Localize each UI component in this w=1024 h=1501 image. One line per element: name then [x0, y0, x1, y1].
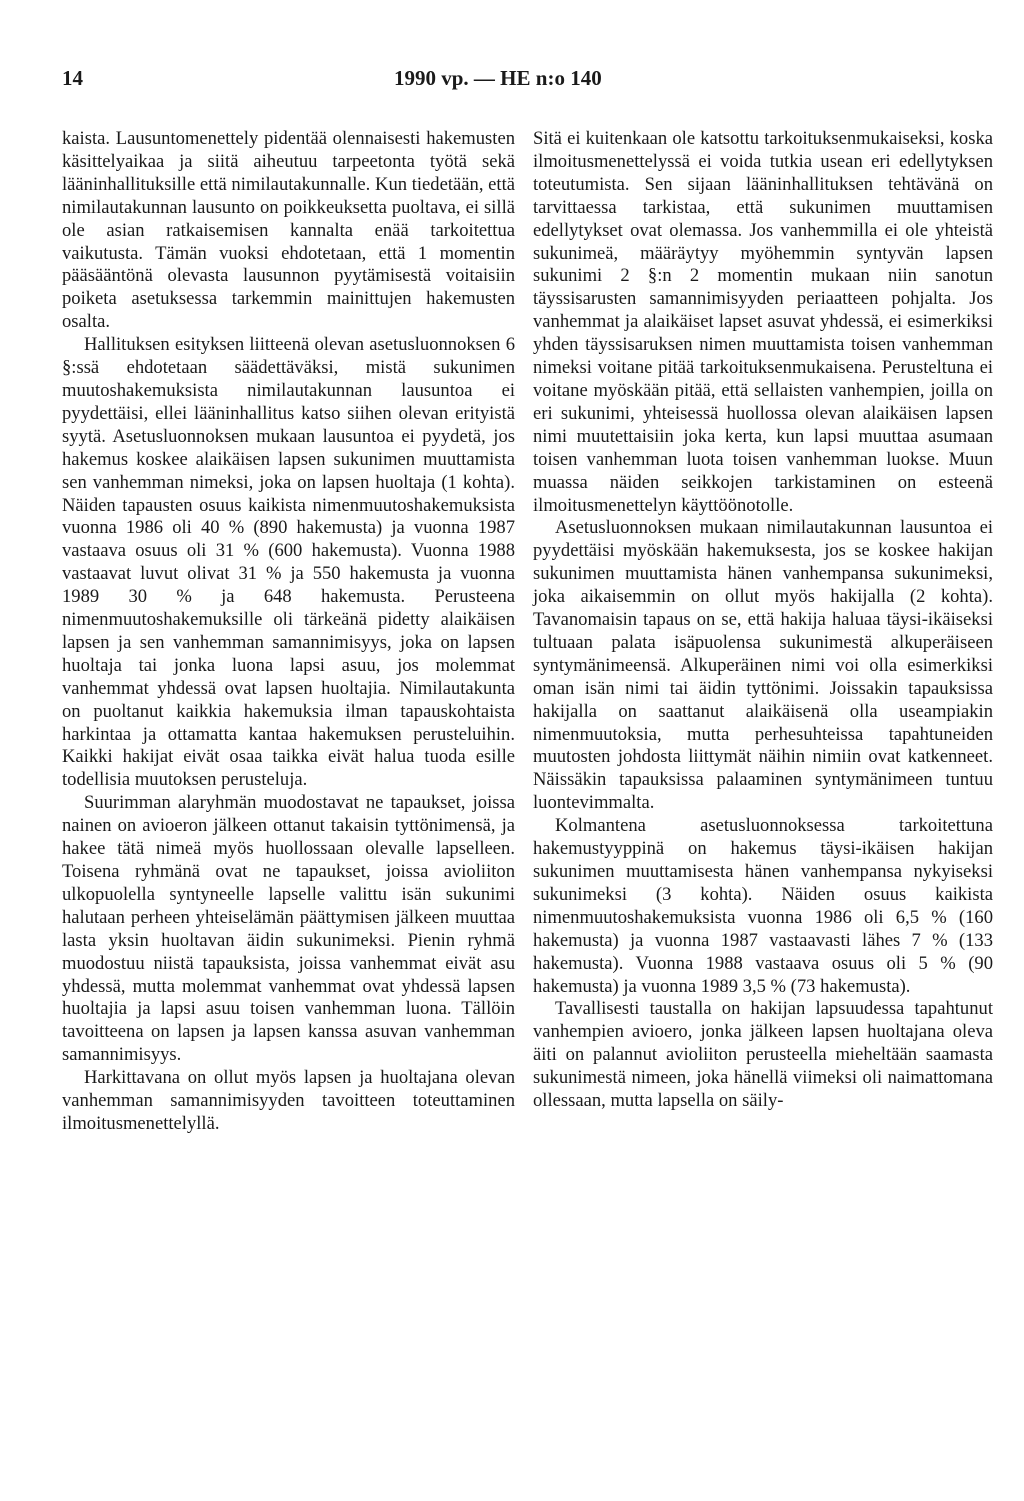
- paragraph: Asetusluonnoksen mukaan nimilautakunnan lausuntoa ei pyydettäisi myöskään hakemuksesta, jos se koskee hakijan sukunimen muuttamista hänen vanhempansa sukunimeksi, joka aikaisemmin on ollut myös hakijalla (2 kohta). Tavanomaisin tapaus on se, että hakija haluaa täysi-ikäiseksi tultuaan palata isäpuolensa sukunimestä alkuperäiseen syntymänimeensä. Alkuperäinen nimi voi olla esimerkiksi oman isän nimi tai äidin tyttönimi. Joissakin tapauksissa hakijalla on saattanut alaikäisenä olla useampiakin nimenmuutoksia, mutta perhesuhteissa tapahtuneiden muutosten johdosta liittymät näihin nimiin ovat katkenneet. Näissäkin tapauksissa palaaminen syntymänimeen tuntuu luontevimmalta.: [533, 517, 993, 814]
- paragraph: Hallituksen esityksen liitteenä olevan asetusluonnoksen 6 §:ssä ehdotetaan säädettäväksi, mistä sukunimen muutoshakemuksista nimilautakunnan lausuntoa ei pyydettäisi, ellei lääninhallitus katso siihen olevan erityistä syytä. Asetusluonnoksen mukaan lausuntoa ei pyydetä, jos hakemus koskee alaikäisen lapsen sukunimen muuttamista sen vanhemman nimeksi, joka on lapsen huoltaja (1 kohta). Näiden tapausten osuus kaikista nimenmuutoshakemuksista vuonna 1986 oli 40 % (890 hakemusta) ja vuonna 1987 vastaava osuus oli 31 % (600 hakemusta). Vuonna 1988 vastaavat luvut olivat 31 % ja 550 hakemusta ja vuonna 1989 30 % ja 648 hakemusta. Perusteena nimenmuutoshakemuksille oli tärkeänä pidetty alaikäisen lapsen ja sen vanhemman samannimisyys, joka on lapsen huoltaja tai jonka luona lapsi asuu, jos molemmat vanhemmat yhdessä ovat lapsen huoltajia. Nimilautakunta on puoltanut kaikkia hakemuksia ilman tapauskohtaista harkintaa ja ottamatta kantaa hakemuksen perusteluihin. Kaikki hakijat eivät osaa taikka eivät halua tuoda esille todellisia muutoksen perusteluja.: [62, 334, 515, 791]
- paragraph: Kolmantena asetusluonnoksessa tarkoitettuna hakemustyyppinä on hakemus täysi-ikäisen hakijan sukunimen muuttamisesta hänen vanhempansa nykyiseksi sukunimeksi (3 kohta). Näiden osuus kaikista nimenmuutoshakemuksista vuonna 1986 oli 6,5 % (160 hakemusta) ja vuonna 1987 vastaavasti lähes 7 % (133 hakemusta). Vuonna 1988 vastaava osuus oli 5 % (90 hakemusta) ja vuonna 1989 3,5 % (73 hakemusta).: [533, 815, 993, 997]
- paragraph: Tavallisesti taustalla on hakijan lapsuudessa tapahtunut vanhempien avioero, jonka jälkeen lapsen huoltajana oleva äiti on palannut avioliiton perusteella mieheltään saamasta sukunimestä nimeen, joka hänellä viimeksi oli naimattomana ollessaan, mutta lapsella on säily-: [533, 998, 993, 1112]
- paragraph: kaista. Lausuntomenettely pidentää olennaisesti hakemusten käsittelyaikaa ja siitä aiheutuu tarpeetonta työtä sekä lääninhallituksille että nimilautakunnalle. Kun tiedetään, että nimilautakunnan lausunto on poikkeuksetta puoltava, ei sillä ole asian ratkaisemisen kannalta enää tarkoitettua vaikutusta. Tämän vuoksi ehdotetaan, että 1 momentin pääsääntönä olevasta lausunnon pyytämisestä voitaisiin poiketa asetuksessa tarkemmin mainittujen hakemusten osalta.: [62, 128, 515, 333]
- running-title: 1990 vp. — HE n:o 140: [394, 66, 602, 90]
- right-column: [533, 128, 993, 1113]
- paragraph: Harkittavana on ollut myös lapsen ja huoltajana olevan vanhemman samannimisyyden tavoitteen toteuttaminen ilmoitusmenettelyllä.: [62, 1067, 515, 1134]
- paragraph: Sitä ei kuitenkaan ole katsottu tarkoituksenmukaiseksi, koska ilmoitusmenettelyssä ei voida tutkia usean eri edellytyksen toteutumista. Sen sijaan lääninhallituksen tehtävänä on tarvittaessa tarkistaa, että sukunimen muuttamisen edellytykset ovat olemassa. Jos vanhemmilla ei ole yhteistä sukunimeä, määräytyy myöhemmin syntyvän lapsen sukunimi 2 §:n 2 momentin mukaan niin sanotun täyssisarusten samannimisyyden periaatteen pohjalta. Jos vanhemmat ja alaikäiset lapset asuvat yhdessä, ei esimerkiksi yhden täyssisaruksen nimen muuttamista toisen vanhemman nimeksi voitane pitää tarkoituksenmukaisena. Perusteltuna ei voitane myöskään pitää, että sellaisten vanhempien, joilla on eri sukunimi, yhteisessä huollossa olevan alaikäisen lapsen nimi muutettaisiin joka kerta, kun lapsi muuttaa asumaan toisen vanhemman luota toisen vanhemman luokse. Muun muassa näiden seikkojen tarkistaminen on esteenä ilmoitusmenettelyn käyttöönotolle.: [533, 128, 993, 516]
- page-number: 14: [62, 66, 83, 90]
- paragraph: Suurimman alaryhmän muodostavat ne tapaukset, joissa nainen on avioeron jälkeen ottanut takaisin tyttönimensä, ja hakee tätä nimeä myös huollossaan olevalle lapselleen. Toisena ryhmänä ovat ne tapaukset, joissa avioliiton ulkopuolella syntyneelle lapselle valittu isän sukunimi halutaan perheen yhteiselämän päättymisen jälkeen muuttaa lasta yksin huoltavan äidin sukunimeksi. Pienin ryhmä muodostuu niistä tapauksista, joissa vanhemmat eivät asu yhdessä, mutta molemmat vanhemmat ovat yhdessä lapsen huoltajia ja lapsi asuu toisen vanhemman luona. Tällöin tavoitteena on lapsen ja lapsen kanssa asuvan vanhemman samannimisyys.: [62, 792, 515, 1066]
- page-header: [62, 66, 962, 96]
- left-column: [62, 128, 515, 1136]
